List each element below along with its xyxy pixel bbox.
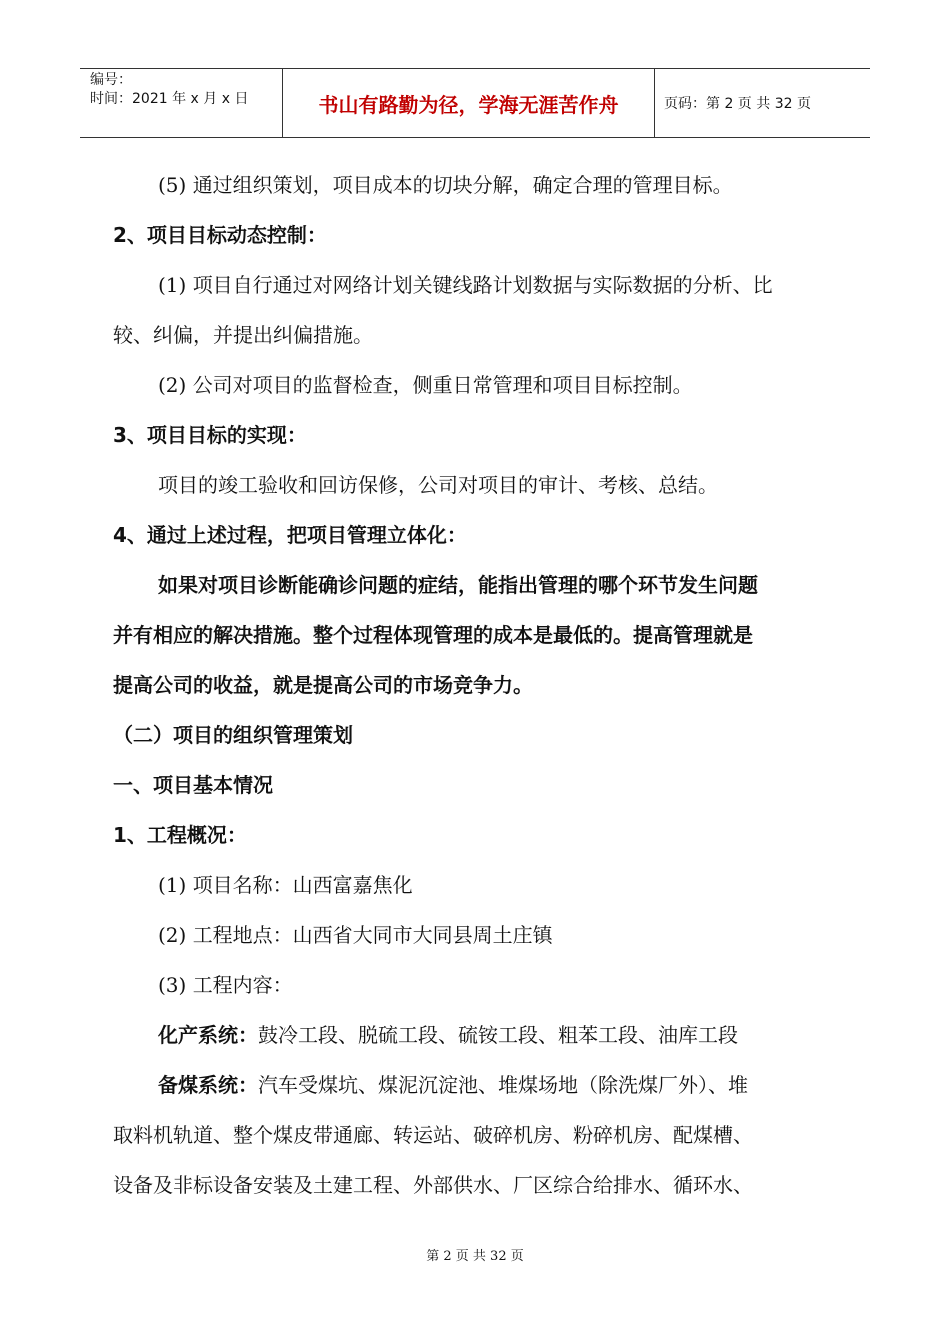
header-motto: 书山有路勤为径，学海无涯苦作舟 (283, 69, 655, 137)
inline-text: 鼓冷工段、脱硫工段、硫铵工段、粗苯工段、油库工段 (258, 1023, 738, 1047)
section-heading: （二）项目的组织管理策划 (113, 723, 353, 747)
paragraph-line: (3) 工程内容： (158, 973, 293, 997)
doc-time-label: 时间：2021 年 x 月 x 日 (90, 91, 249, 107)
section-heading (113, 510, 841, 560)
header-meta (80, 69, 283, 137)
paragraph-line: (1) 项目自行通过对网络计划关键线路计划数据与实际数据的分析、比 (158, 273, 773, 297)
page-header (80, 68, 870, 138)
paragraph-line (158, 1010, 886, 1060)
inline-label: 备煤系统： (158, 1073, 258, 1097)
paragraph-line: 较、纠偏，并提出纠偏措施。 (113, 323, 373, 347)
paragraph-line: 项目的竣工验收和回访保修，公司对项目的审计、考核、总结。 (158, 473, 718, 497)
paragraph-line: 取料机轨道、整个煤皮带通廊、转运站、破碎机房、粉碎机房、配煤槽、 (113, 1123, 753, 1147)
section-heading (113, 210, 841, 260)
heading-text: 4、通过上述过程，把项目管理立体化： (113, 523, 467, 547)
heading-text: 2、项目目标动态控制： (113, 223, 327, 247)
page-footer: 第 2 页 共 32 页 (426, 1249, 524, 1264)
paragraph-line: (5) 通过组织策划，项目成本的切块分解，确定合理的管理目标。 (158, 173, 733, 197)
doc-number-label: 编号： (90, 72, 132, 88)
section-heading (113, 810, 841, 860)
inline-text: 汽车受煤坑、煤泥沉淀池、堆煤场地（除洗煤厂外）、堆 (258, 1073, 748, 1097)
heading-text: 3、项目目标的实现： (113, 423, 307, 447)
bold-paragraph-line: 提高公司的收益，就是提高公司的市场竞争力。 (113, 673, 533, 697)
heading-text: 1、工程概况： (113, 823, 247, 847)
paragraph-line: (2) 公司对项目的监督检查，侧重日常管理和项目目标控制。 (158, 373, 693, 397)
section-heading: 一、项目基本情况 (113, 773, 273, 797)
paragraph-line (158, 1060, 886, 1110)
paragraph-line: (2) 工程地点：山西省大同市大同县周土庄镇 (158, 923, 553, 947)
paragraph-line: 设备及非标设备安装及土建工程、外部供水、厂区综合给排水、循环水、 (113, 1173, 753, 1197)
section-heading (113, 410, 841, 460)
inline-label: 化产系统： (158, 1023, 258, 1047)
header-page-info: 页码：第 2 页 共 32 页 (664, 96, 811, 112)
bold-paragraph-line: 并有相应的解决措施。整个过程体现管理的成本是最低的。提高管理就是 (113, 623, 753, 647)
paragraph-line: (1) 项目名称：山西富嘉焦化 (158, 873, 413, 897)
bold-paragraph-line: 如果对项目诊断能确诊问题的症结，能指出管理的哪个环节发生问题 (158, 573, 758, 597)
